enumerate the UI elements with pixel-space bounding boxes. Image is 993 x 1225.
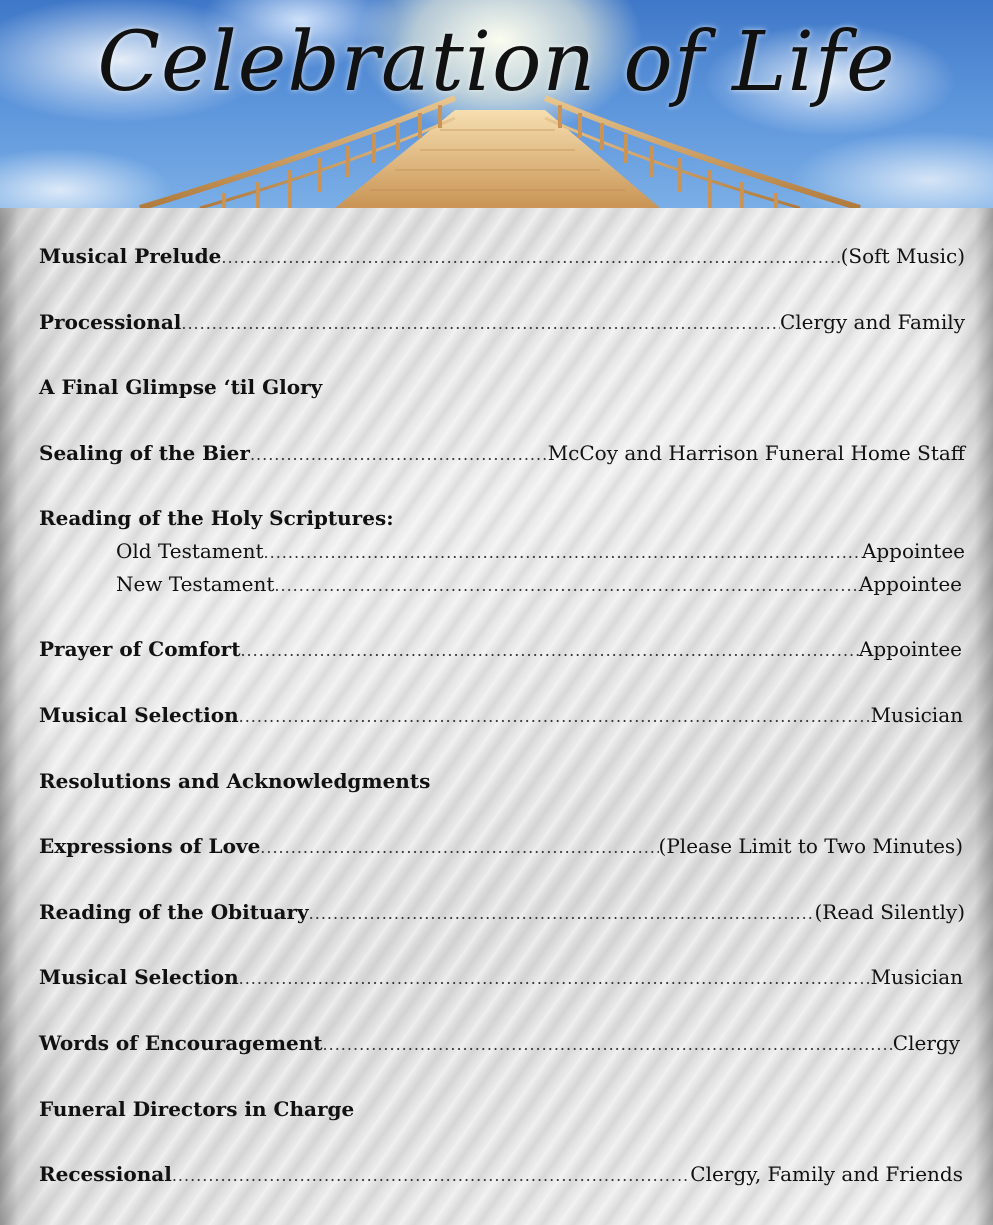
dot-leader — [181, 314, 780, 333]
program-item — [39, 1031, 960, 1061]
item-value: Musician — [870, 703, 963, 727]
item-label: Sealing of the Bier — [39, 441, 250, 465]
item-label: A Final Glimpse ‘til Glory — [39, 375, 323, 399]
item-label: Musical Selection — [39, 703, 239, 727]
dot-leader — [239, 969, 871, 988]
item-value: Appointee — [861, 539, 965, 563]
program-item — [39, 965, 963, 995]
item-label: Reading of the Holy Scriptures: — [39, 506, 394, 530]
item-value: (Soft Music) — [840, 244, 965, 268]
item-label: Funeral Directors in Charge — [39, 1097, 355, 1121]
program-subitem — [116, 572, 962, 602]
program-item — [39, 244, 965, 274]
program-item — [39, 375, 965, 405]
item-label: Old Testament — [116, 539, 264, 563]
header-banner — [0, 0, 993, 208]
program-subitem — [116, 539, 965, 569]
dot-leader — [274, 576, 859, 595]
item-label: Recessional — [39, 1162, 172, 1186]
program-item — [39, 834, 963, 864]
program-item — [39, 441, 965, 471]
program-item — [39, 1097, 965, 1127]
dot-leader — [240, 641, 858, 660]
program-item — [39, 900, 965, 930]
dot-leader — [221, 248, 840, 267]
dot-leader — [260, 838, 658, 857]
dot-leader — [172, 1166, 690, 1185]
item-value: Clergy and Family — [779, 310, 965, 334]
item-value: Musician — [870, 965, 963, 989]
item-label: Resolutions and Acknowledgments — [39, 769, 431, 793]
item-label: New Testament — [116, 572, 275, 596]
item-label: Reading of the Obituary — [39, 900, 309, 924]
dot-leader — [323, 1035, 893, 1054]
item-value: Appointee — [858, 572, 962, 596]
program-item — [39, 1162, 963, 1192]
program-item — [39, 637, 962, 667]
item-value: Clergy, Family and Friends — [690, 1162, 963, 1186]
order-of-service — [0, 208, 993, 1225]
dot-leader — [239, 707, 871, 726]
item-value: (Read Silently) — [814, 900, 965, 924]
page-title: Celebration of Life — [97, 15, 896, 110]
dot-leader — [309, 904, 815, 923]
dot-leader — [250, 445, 548, 464]
item-value: (Please Limit to Two Minutes) — [658, 834, 963, 858]
item-label: Prayer of Comfort — [39, 637, 241, 661]
item-label: Processional — [39, 310, 182, 334]
item-label: Expressions of Love — [39, 834, 261, 858]
program-item — [39, 703, 963, 733]
item-label: Musical Selection — [39, 965, 239, 989]
program-item — [39, 506, 965, 536]
dot-leader — [264, 543, 862, 562]
item-value: Clergy — [892, 1031, 960, 1055]
program-item — [39, 310, 965, 340]
item-value: Appointee — [858, 637, 962, 661]
item-value: McCoy and Harrison Funeral Home Staff — [547, 441, 965, 465]
item-label: Musical Prelude — [39, 244, 222, 268]
program-item — [39, 769, 965, 799]
item-label: Words of Encouragement — [39, 1031, 323, 1055]
